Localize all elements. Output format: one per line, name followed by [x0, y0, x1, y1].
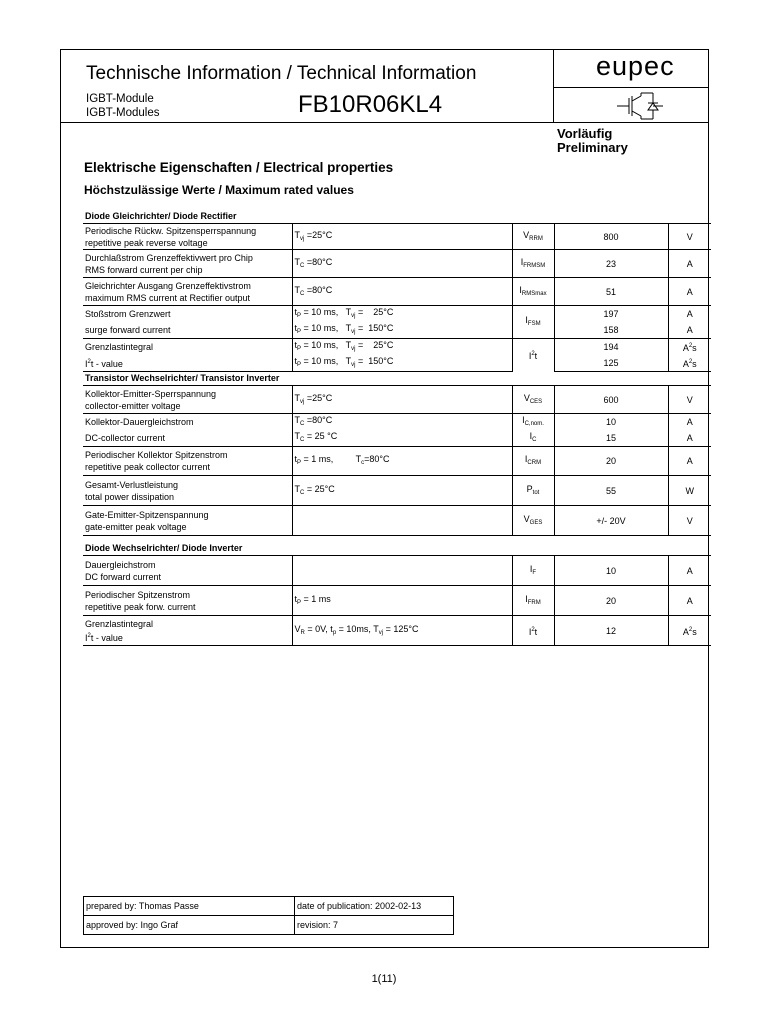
param-label: Periodischer Kollektor Spitzenstrom repetitive peak collector current: [83, 447, 292, 476]
symbol: $I^2t$: [512, 339, 554, 372]
value: 600: [554, 386, 668, 414]
group-heading: Diode Gleichrichter/ Diode Rectifier: [85, 211, 237, 221]
symbol: $I_{RMSmax}$: [512, 278, 554, 306]
approved-by: approved by: Ingo Graf: [84, 916, 295, 935]
symbol: $P_{tot}$: [512, 476, 554, 506]
unit: A: [668, 250, 711, 278]
value: 10: [554, 556, 668, 586]
symbol: $I_{FSM}$: [512, 306, 554, 339]
unit: A: [668, 322, 711, 339]
param-label-en: $I^2t$ - value: [83, 355, 292, 372]
table-row: [83, 250, 711, 278]
param-label: Grenzlastintegral $I^2t$ - value: [83, 616, 292, 646]
unit: V: [668, 224, 711, 250]
symbol: $V_{CES}$: [512, 386, 554, 414]
param-label: Gate-Emitter-Spitzenspannung gate-emitter peak voltage: [83, 506, 292, 536]
table-row: [83, 476, 711, 506]
condition: $T_{vj} =25^\circ C$: [292, 224, 512, 250]
unit: A: [668, 306, 711, 323]
symbol: $I_{C,nom.}$: [512, 414, 554, 431]
status-en: Preliminary: [557, 140, 628, 155]
condition: $T_C =80^\circ C$: [292, 250, 512, 278]
inverter-diode-table: [83, 536, 711, 646]
symbol: $I^2t$: [512, 616, 554, 646]
symbol: $I_{CRM}$: [512, 447, 554, 476]
table-row: [83, 586, 711, 616]
condition: $t_P = 10$ ms, $T_{vj}$ = 25°C: [292, 339, 512, 356]
param-label: Gesamt-Verlustleistung total power dissipation: [83, 476, 292, 506]
table-row: [83, 224, 711, 250]
logo-divider: [553, 49, 554, 123]
eupec-logo: [596, 51, 675, 82]
table-row: [83, 616, 711, 646]
module-type-en: IGBT-Modules: [86, 107, 160, 119]
group-heading: Diode Wechselrichter/ Diode Inverter: [85, 543, 243, 553]
condition: $T_{vj} =25^\circ C$: [292, 386, 512, 414]
condition: $T_C =80^\circ C$: [292, 278, 512, 306]
status-de: Vorläufig: [557, 126, 613, 141]
unit: A: [668, 447, 711, 476]
section-subtitle: Höchstzulässige Werte / Maximum rated values: [84, 183, 354, 197]
param-label: Durchlaßstrom Grenzeffektivwert pro Chip RMS forward current per chip: [83, 250, 292, 278]
logo-symbol-divider: [553, 87, 709, 88]
table-row: [83, 306, 711, 323]
table-row: [83, 430, 711, 447]
prepared-by: prepared by: Thomas Passe: [84, 897, 295, 916]
value: 125: [554, 355, 668, 372]
param-label: Dauergleichstrom DC forward current: [83, 556, 292, 586]
value: +/- 20V: [554, 506, 668, 536]
value: 20: [554, 447, 668, 476]
value: 158: [554, 322, 668, 339]
condition: [292, 506, 512, 536]
value: 800: [554, 224, 668, 250]
unit: $A^2s$: [668, 616, 711, 646]
value: 55: [554, 476, 668, 506]
condition: $T_C =80^\circ C$: [292, 414, 512, 431]
group-heading: Transistor Wechselrichter/ Transistor Inverter: [85, 373, 280, 383]
transistor-table: [83, 366, 711, 536]
param-label-en: surge forward current: [85, 325, 171, 335]
rectifier-table: [83, 204, 711, 372]
param-label-en: DC-collector current: [85, 433, 166, 443]
symbol: $I_F$: [512, 556, 554, 586]
value: 197: [554, 306, 668, 323]
condition: [292, 556, 512, 586]
unit: $A^2s$: [668, 339, 711, 356]
igbt-symbol-icon: [617, 92, 665, 120]
table-row: [83, 506, 711, 536]
value: 10: [554, 414, 668, 431]
condition: $t_P = 10$ ms, $T_{vj}$ = 25°C: [292, 306, 512, 323]
table-row: [83, 339, 711, 356]
param-label-de: Kollektor-Dauergleichstrom: [83, 414, 292, 431]
condition: $T_C = 25$ °C: [292, 430, 512, 447]
unit: V: [668, 386, 711, 414]
table-row: [83, 414, 711, 431]
condition: $t_P = 1$ ms, $T_c=80^\circ C$: [292, 447, 512, 476]
publication-date: date of publication: 2002-02-13: [295, 897, 454, 916]
unit: A: [668, 414, 711, 431]
unit: $A^2s$: [668, 355, 711, 372]
condition: $T_C = 25^\circ C$: [292, 476, 512, 506]
document-title: Technische Information / Technical Information: [86, 63, 477, 84]
symbol: $V_{RRM}$: [512, 224, 554, 250]
condition: $t_P = 1$ ms: [292, 586, 512, 616]
value: 51: [554, 278, 668, 306]
param-label: Periodische Rückw. Spitzensperrspannung repetitive peak reverse voltage: [83, 224, 292, 250]
page-number: 1(11): [371, 973, 397, 985]
symbol: $V_{GES}$: [512, 506, 554, 536]
param-label-de: Stoßstrom Grenzwert: [83, 306, 292, 323]
symbol: $I_{FRMSM}$: [512, 250, 554, 278]
table-row: [83, 447, 711, 476]
condition: $t_P = 10$ ms, $T_{vj} = 150^\circ C$: [292, 355, 512, 372]
unit: A: [668, 278, 711, 306]
value: 194: [554, 339, 668, 356]
unit: W: [668, 476, 711, 506]
unit: A: [668, 430, 711, 447]
param-label: Gleichrichter Ausgang Grenzeffektivstrom maximum RMS current at Rectifier output: [83, 278, 292, 306]
param-label: Kollektor-Emitter-Sperrspannung collector-emitter voltage: [83, 386, 292, 414]
revision: revision: 7: [295, 916, 454, 935]
condition: $V_R = 0V$, $t_p = 10ms$, $T_{vj} = 125^\circ C$: [292, 616, 512, 646]
preliminary-label: [557, 127, 628, 155]
table-row: [83, 386, 711, 414]
param-label-de: Grenzlastintegral: [83, 339, 292, 356]
symbol: $I_{FRM}$: [512, 586, 554, 616]
part-number: FB10R06KL4: [298, 91, 443, 118]
section-title: Elektrische Eigenschaften / Electrical properties: [84, 160, 394, 175]
value: 23: [554, 250, 668, 278]
symbol: $I_C$: [512, 430, 554, 447]
module-type-de: IGBT-Module: [86, 93, 154, 105]
logo-text: eupec: [596, 51, 675, 81]
value: 20: [554, 586, 668, 616]
condition: $t_P = 10$ ms, $T_{vj} = 150^\circ C$: [292, 322, 512, 339]
value: 15: [554, 430, 668, 447]
value: 12: [554, 616, 668, 646]
table-row: [83, 556, 711, 586]
unit: V: [668, 506, 711, 536]
unit: A: [668, 556, 711, 586]
param-label: Periodischer Spitzenstrom repetitive peak forw. current: [83, 586, 292, 616]
unit: A: [668, 586, 711, 616]
table-row: [83, 278, 711, 306]
table-row: [83, 322, 711, 339]
header-divider: [60, 122, 709, 123]
approval-table: [83, 896, 454, 935]
